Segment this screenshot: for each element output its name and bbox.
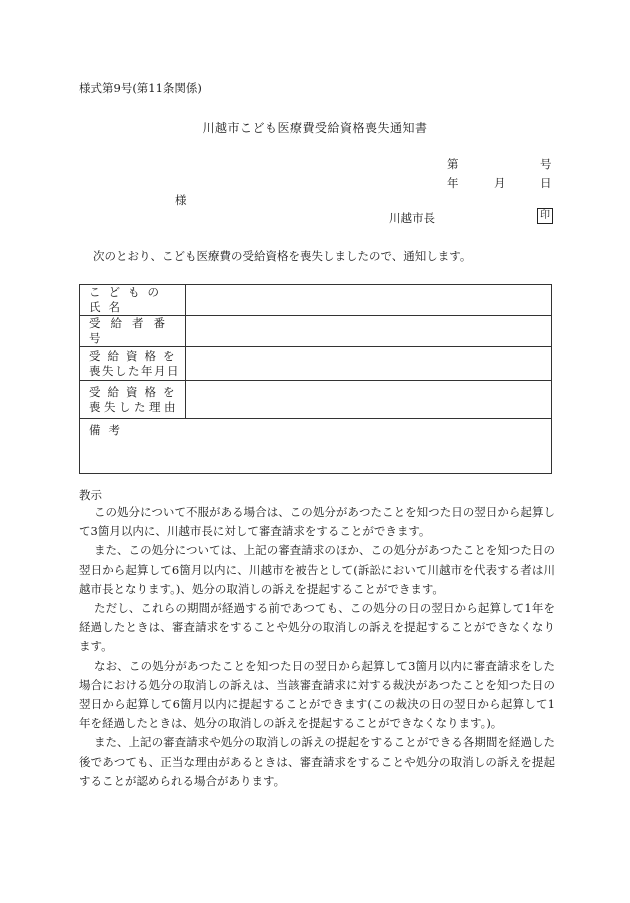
date-month-label: 月 [494,176,506,190]
lost-reason-label: 受給資格を 喪失した理由 [80,381,186,419]
instruction-paragraph: また、この処分については、上記の審査請求のほか、この処分があつたことを知つた日の翌日から起算して6箇月以内に、川越市を被告として(訴訟において川越市を代表する者は川越市長となります。)、処分の取消しの訴えを提起することができます。 [79,543,555,596]
instruction-paragraph: ただし、これらの期間が経過する前であつても、この処分の日の翌日から起算して1年を経過したときは、審査請求をすることや処分の取消しの訴えを提起することができなくなります。 [79,601,555,654]
instruction-paragraph: この処分について不服がある場合は、この処分があつたことを知つた日の翌日から起算して3箇月以内に、川越市長に対して審査請求をすることができます。 [79,505,555,539]
recipient-number-value [186,316,552,347]
form-number: 様式第9号(第11条関係) [79,81,202,95]
table-row [80,316,552,347]
lost-date-value [186,347,552,381]
issuer-name: 川越市長 [389,211,435,225]
date-day-label: 日 [540,176,552,190]
instruction-heading: 教示 [79,488,102,502]
date-year-label: 年 [447,176,459,190]
remarks-label: 備考 [89,423,128,437]
recipient-number-label: 受給者番号 [80,316,186,347]
number-prefix: 第 [447,157,459,171]
child-name-label: こどもの氏名 [80,285,186,316]
intro-text: 次のとおり、こども医療費の受給資格を喪失しましたので、通知します。 [93,249,472,263]
instruction-paragraph: なお、この処分があつたことを知つた日の翌日から起算して3箇月以内に審査請求をした場合における処分の取消しの訴えは、当該審査請求に対する裁決があつたことを知つた日の翌日から起算して6箇月以内に提起することができます(この裁決の日の翌日から起算して1年を経過したときは、処分の取消しの訴えを提起することができなくなります。)。 [79,658,555,731]
document-title: 川越市こども医療費受給資格喪失通知書 [202,121,428,135]
lost-reason-value [186,381,552,419]
table-row [80,347,552,381]
table-row [80,285,552,316]
remarks-cell [80,419,552,474]
instruction-paragraph: また、上記の審査請求や処分の取消しの訴えの提起をすることができる各期間を経過した後であつても、正当な理由があるときは、審査請求をすることや処分の取消しの訴えを提起することが認められる場合があります。 [79,735,555,788]
info-table [79,284,552,474]
addressee-suffix: 様 [175,193,187,207]
seal-stamp: 印 [537,208,553,224]
lost-date-label: 受給資格を 喪失した年月日 [80,347,186,381]
number-suffix: 号 [540,157,552,171]
table-row [80,381,552,419]
child-name-value [186,285,552,316]
instruction-notes [79,503,555,791]
table-row [80,419,552,474]
